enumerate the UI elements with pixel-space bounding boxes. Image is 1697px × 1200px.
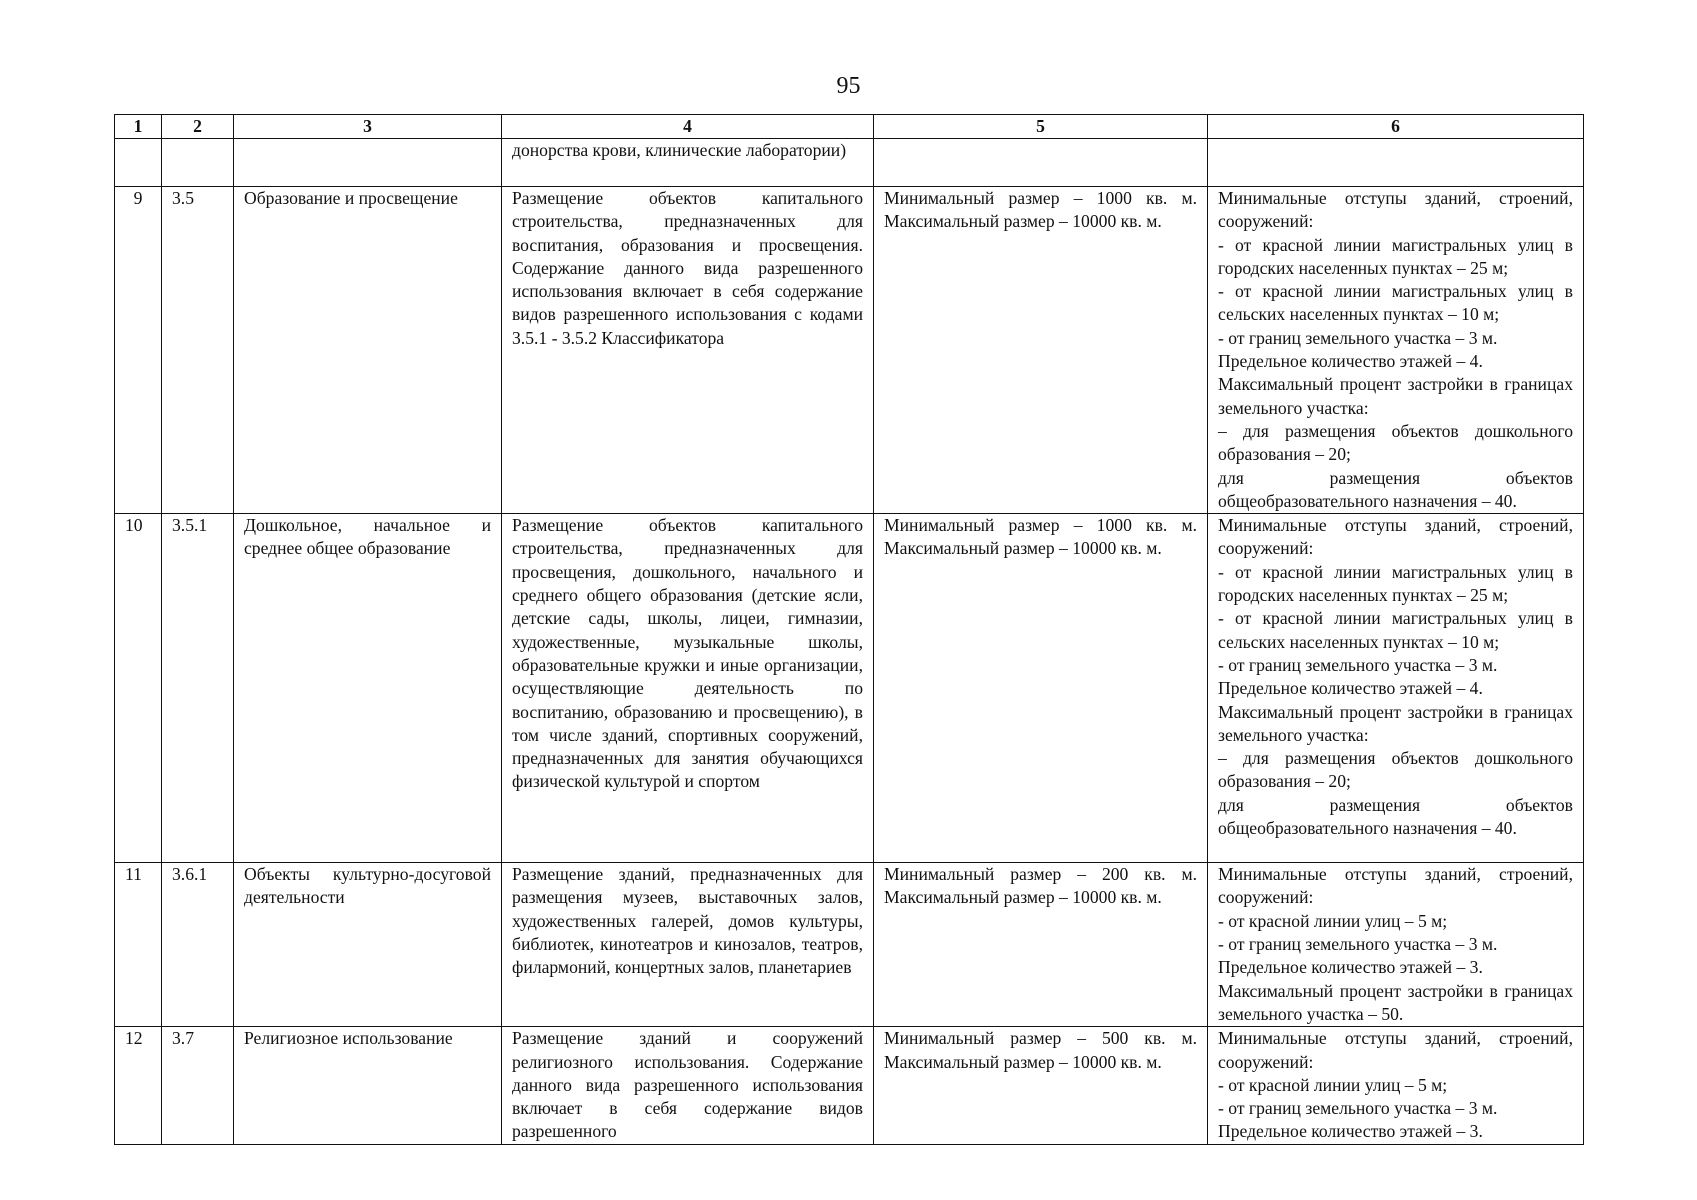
column-header: 5 (874, 115, 1208, 139)
parameter-line: для размещения объектов общеобразовательного назначения – 40. (1218, 467, 1573, 511)
parameter-line: Минимальные отступы зданий, строений, сооружений: (1218, 515, 1573, 559)
parameter-line: - от красной линии магистральных улиц в сельских населенных пунктах – 10 м; (1218, 608, 1573, 652)
column-header: 1 (115, 115, 162, 139)
row-plot-size: Минимальный размер – 1000 кв. м. Максимальный размер – 10000 кв. м. (874, 514, 1208, 863)
parameter-line: для размещения объектов общеобразовательного назначения – 40. (1218, 794, 1573, 839)
parameter-line: Минимальные отступы зданий, строений, сооружений: (1218, 1028, 1573, 1072)
row-code: 3.6.1 (162, 863, 234, 1027)
parameter-line: - от красной линии магистральных улиц в сельских населенных пунктах – 10 м; (1218, 281, 1573, 325)
row-description: Размещение объектов капитального строительства, предназначенных для просвещения, дошкольного, начального и среднего общего образования (детские ясли, детские сады, школы, лицеи, гимназии, художественные, музыкальные школы, образовательные кружки и иные организации, осуществляющие деятельность по воспитанию, образованию и просвещению), в том числе зданий, спортивных сооружений, предназначенных для занятия обучающихся физической культурой и спортом (502, 514, 874, 863)
parameter-line: - от границ земельного участка – 3 м. (1218, 654, 1498, 675)
row-parameters (1208, 863, 1584, 1027)
row-use-name: Объекты культурно-досуговой деятельности (234, 863, 502, 1027)
parameter-line: Максимальный процент застройки в границах земельного участка – 50. (1218, 980, 1573, 1024)
column-header: 4 (502, 115, 874, 139)
row-plot-size: Минимальный размер – 200 кв. м. Максимальный размер – 10000 кв. м. (874, 863, 1208, 1027)
row-description: Размещение зданий, предназначенных для размещения музеев, выставочных залов, художественных галерей, домов культуры, библиотек, кинотеатров и кинозалов, театров, филармоний, концертных залов, планетариев (502, 863, 874, 1027)
parameter-line: Предельное количество этажей – 3. (1218, 1121, 1483, 1142)
row-use-name: Дошкольное, начальное и среднее общее образование (234, 514, 502, 863)
parameter-line: - от границ земельного участка – 3 м. (1218, 1098, 1498, 1119)
row-use-name: Религиозное использование (234, 1027, 502, 1144)
row-plot-size: Минимальный размер – 1000 кв. м. Максимальный размер – 10000 кв. м. (874, 187, 1208, 514)
parameter-line: - от границ земельного участка – 3 м. (1218, 934, 1498, 955)
row-plot-size: Минимальный размер – 500 кв. м. Максимальный размер – 10000 кв. м. (874, 1027, 1208, 1144)
parameter-line: Минимальные отступы зданий, строений, сооружений: (1218, 188, 1573, 232)
row-number: 10 (115, 514, 162, 863)
row-description: Размещение объектов капитального строительства, предназначенных для воспитания, образования и просвещения. Содержание данного вида разрешенного использования включает в себя содержание видов разрешенного использования с кодами 3.5.1 - 3.5.2 Классификатора (502, 187, 874, 514)
parameter-line: - от красной линии улиц – 5 м; (1218, 910, 1448, 931)
row-parameters (1208, 139, 1584, 187)
parameter-line: Минимальные отступы зданий, строений, сооружений: (1218, 864, 1573, 908)
row-description: Размещение зданий и сооружений религиозного использования. Содержание данного вида разрешенного использования включает в себя содержание видов разрешенного (502, 1027, 874, 1144)
parameter-line: - от красной линии магистральных улиц в городских населенных пунктах – 25 м; (1218, 234, 1573, 278)
row-code: 3.5 (162, 187, 234, 514)
row-number: 11 (115, 863, 162, 1027)
table-row (115, 863, 1584, 1027)
table-row (115, 514, 1584, 863)
row-parameters (1208, 1027, 1584, 1144)
parameter-line: - от границ земельного участка – 3 м. (1218, 327, 1498, 348)
parameter-line: ‒ для размещения объектов дошкольного образования – 20; (1218, 420, 1573, 465)
land-use-table (114, 114, 1584, 1145)
column-header: 2 (162, 115, 234, 139)
parameter-line: Предельное количество этажей – 4. (1218, 351, 1483, 372)
parameter-line: - от красной линии магистральных улиц в городских населенных пунктах – 25 м; (1218, 561, 1573, 606)
table-row (115, 187, 1584, 514)
row-number (115, 139, 162, 187)
column-header: 6 (1208, 115, 1584, 139)
parameter-line: Предельное количество этажей – 3. (1218, 957, 1483, 978)
row-code: 3.5.1 (162, 514, 234, 863)
row-parameters (1208, 514, 1584, 863)
column-header: 3 (234, 115, 502, 139)
page-number: 95 (836, 73, 861, 99)
table-row (115, 1027, 1584, 1144)
row-parameters (1208, 187, 1584, 514)
row-plot-size (874, 139, 1208, 187)
header-row (115, 115, 1584, 139)
row-use-name (234, 139, 502, 187)
row-code: 3.7 (162, 1027, 234, 1144)
parameter-line: - от красной линии улиц – 5 м; (1218, 1074, 1448, 1095)
row-number: 12 (115, 1027, 162, 1144)
row-number: 9 (115, 187, 162, 514)
row-use-name: Образование и просвещение (234, 187, 502, 514)
parameter-line: Максимальный процент застройки в границах земельного участка: (1218, 701, 1573, 745)
parameter-line: Максимальный процент застройки в границах земельного участка: (1218, 374, 1573, 418)
table-row (115, 139, 1584, 187)
parameter-line: Предельное количество этажей – 4. (1218, 678, 1483, 699)
parameter-line: ‒ для размещения объектов дошкольного образования – 20; (1218, 748, 1573, 792)
row-code (162, 139, 234, 187)
row-description: донорства крови, клинические лаборатории) (502, 139, 874, 187)
